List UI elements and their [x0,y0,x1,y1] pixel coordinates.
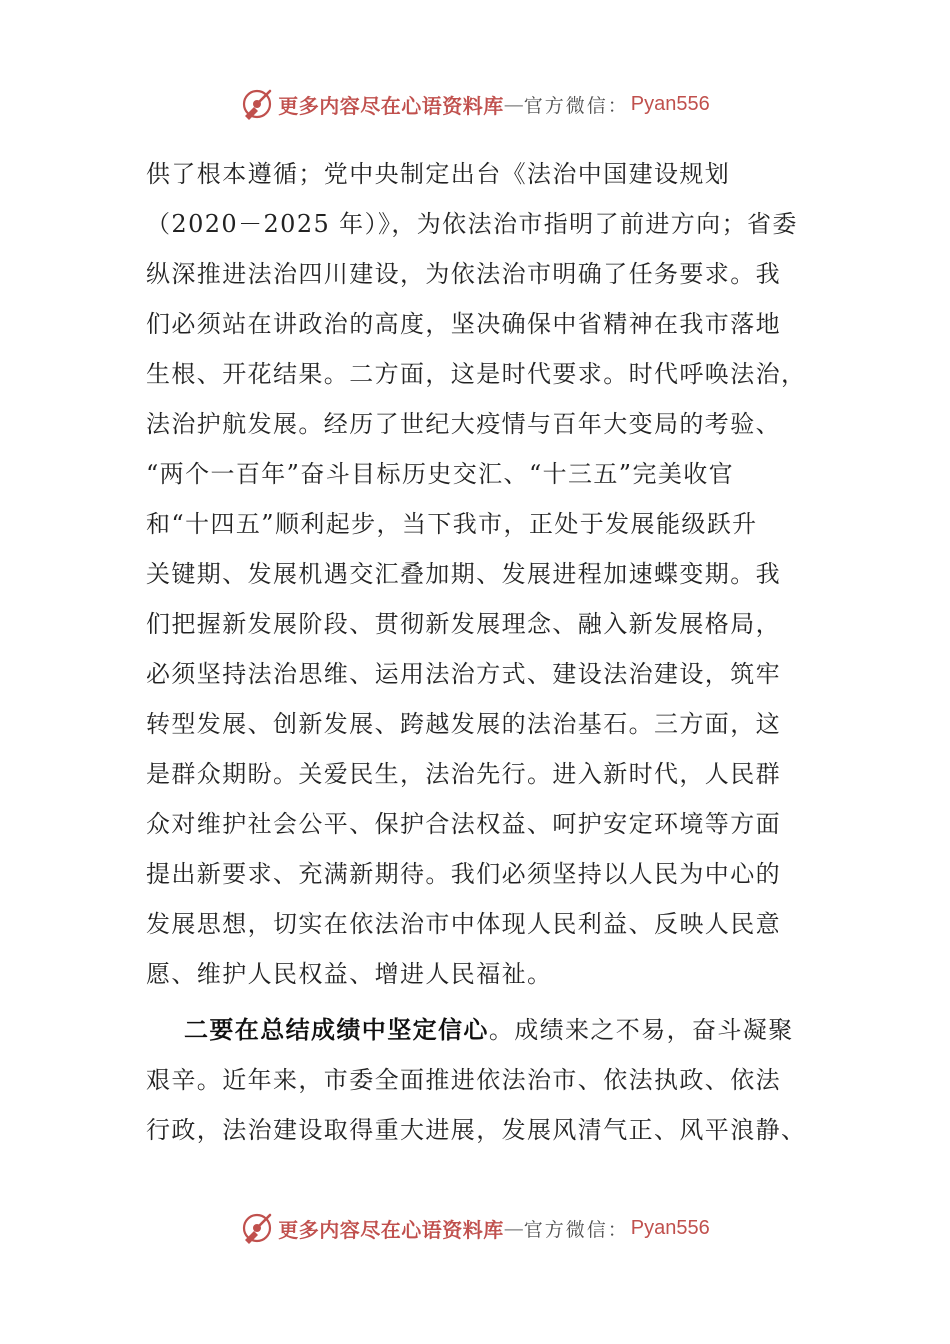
text-line: 们必须站在讲政治的高度，坚决确保中省精神在我市落地 [146,310,781,338]
text-line: 纵深推进法治四川建设，为依法治市明确了任务要求。我 [146,260,781,288]
text-line: 生根、开花结果。二方面，这是时代要求。时代呼唤法治， [146,360,807,388]
text-line: “两个一百年”奋斗目标历史交汇、“十三五”完美收官 [146,460,735,488]
banner-brand: 更多内容尽在心语资料库 [278,1217,504,1242]
text-line: 和“十四五”顺利起步，当下我市，正处于发展能级跃升 [146,510,758,538]
text-run: 。成绩来之不易，奋斗凝聚 [488,1016,794,1044]
banner-wechat-id: Pyan556 [630,1216,710,1239]
text-line: 艰辛。近年来，市委全面推进依法治市、依法执政、依法 [146,1066,781,1094]
footer-banner [0,1208,950,1248]
text-line: 供了根本遵循；党中央制定出台《法治中国建设规划 [146,160,731,188]
section-heading: 二要在总结成绩中坚定信心 [184,1015,489,1044]
text-line: 是群众期盼。关爱民生，法治先行。进入新时代，人民群 [146,760,781,788]
text-line: 发展思想，切实在依法治市中体现人民利益、反映人民意 [146,910,781,938]
text-line: 行政，法治建设取得重大进展，发展风清气正、风平浪静、 [146,1116,807,1144]
text-line: 转型发展、创新发展、跨越发展的法治基石。三方面，这 [146,710,781,738]
paragraph-2-first-line [146,1005,806,1055]
banner-dash: — [503,1216,524,1240]
text-line: 必须坚持法治思维、运用法治方式、建设法治建设，筑牢 [146,660,781,688]
paragraph-1 [146,149,806,999]
text-line: （2020－2025 年）》，为依法治市指明了前进方向；省委 [146,210,798,238]
document-body [146,149,806,1155]
pen-nib-circle-icon [240,87,274,121]
paragraph-2 [146,1005,806,1155]
banner-wechat-label: 官方微信： [523,94,629,117]
text-line: 众对维护社会公平、保护合法权益、呵护安定环境等方面 [146,810,781,838]
text-line: 提出新要求、充满新期待。我们必须坚持以人民为中心的 [146,860,781,888]
text-line: 关键期、发展机遇交汇叠加期、发展进程加速蝶变期。我 [146,560,781,588]
text-line: 法治护航发展。经历了世纪大疫情与百年大变局的考验、 [146,410,781,438]
banner-wechat-label: 官方微信： [523,1218,629,1241]
banner-dash: — [503,92,524,116]
banner-brand: 更多内容尽在心语资料库 [278,93,504,118]
text-line: 们把握新发展阶段、贯彻新发展理念、融入新发展格局， [146,610,781,638]
text-line: 愿、维护人民权益、增进人民福祉。 [146,960,553,988]
pen-nib-circle-icon [240,1211,274,1245]
banner-wechat-id: Pyan556 [630,92,710,115]
header-banner [0,84,950,124]
